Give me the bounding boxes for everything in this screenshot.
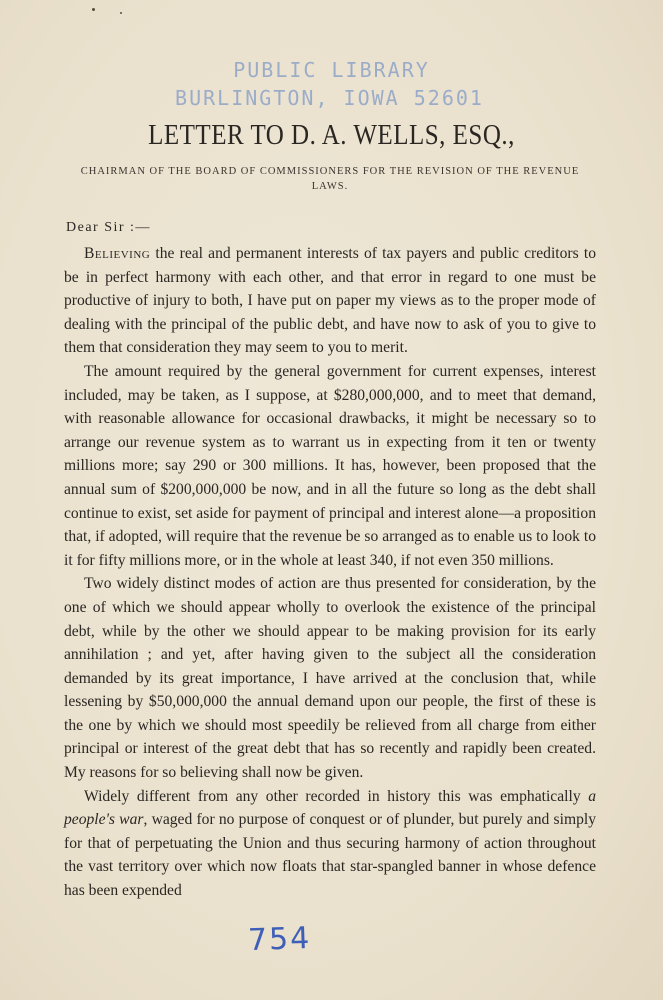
letter-body bbox=[64, 242, 596, 903]
library-stamp-line2: BURLINGTON, IOWA 52601 bbox=[175, 86, 484, 110]
paper-speck bbox=[92, 8, 95, 11]
paragraph-3: Two widely distinct modes of action are thus presented for consideration, by the one of which we should appear wholly to overlook the existence of the principal debt, while by the other we should appear to be making provision for its early annihilation ; and yet, after having given to the subject all the consideration demanded by its great importance, I have arrived at the conclusion that, while lessening by $50,000,000 the annual demand upon our people, the first of these is the one by which we should most speedily be relieved from all charge from either principal or interest of the great debt that has so recently and rapidly been created. My reasons for so believing shall now be given. bbox=[64, 575, 596, 782]
paper-speck bbox=[120, 12, 122, 14]
paragraph-1-lead: Believing bbox=[84, 245, 151, 262]
salutation: Dear Sir :— bbox=[66, 220, 151, 235]
paragraph-4-text-b: , waged for no purpose of conquest or of plunder, but purely and simply for that of perpetuating the Union and thus securing harmony of action throughout the vast territory over which now floats that star-spangled banner in whose defence has been expended bbox=[64, 811, 596, 900]
paragraph-1 bbox=[64, 242, 596, 360]
library-stamp-line1: PUBLIC LIBRARY bbox=[233, 58, 430, 82]
paragraph-4 bbox=[64, 785, 596, 903]
paragraph-2: The amount required by the general government for current expenses, interest included, may be taken, as I suppose, at $280,000,000, and to meet that demand, with reasonable allowance for occasional drawbacks, it might be necessary so to arrange our revenue system as to warrant us in expecting from it ten or twenty millions more; say 290 or 300 millions. It has, however, been proposed that the annual sum of $200,000,000 be now, and in all the future so long as the debt shall continue to exist, set aside for payment of principal and interest alone—a proposition that, if adopted, will require that the revenue be so arranged as to enable us to look to it for fifty millions more, or in the whole at least 340, if not even 350 millions. bbox=[64, 362, 596, 569]
handwritten-number: 754 bbox=[247, 920, 312, 959]
paragraph-4-italic: a people's war bbox=[64, 787, 596, 829]
letter-title: LETTER TO D. A. WELLS, ESQ., bbox=[148, 119, 515, 151]
paragraph-4-text-a: Widely different from any other recorded in history this was emphatically bbox=[84, 787, 589, 805]
paragraph-1-text: the real and permanent interests of tax payers and public creditors to be in perfect harmony with each other, and that error in regard to one must be productive of injury to both, I have put on paper my views as to the proper mode of dealing with the principal of the public debt, and have now to ask of you to give to them that consideration they may seem to you to merit. bbox=[64, 245, 596, 357]
letter-subtitle: CHAIRMAN OF THE BOARD OF COMMISSIONERS FOR THE REVISION OF THE REVENUE LAWS. bbox=[80, 166, 580, 192]
